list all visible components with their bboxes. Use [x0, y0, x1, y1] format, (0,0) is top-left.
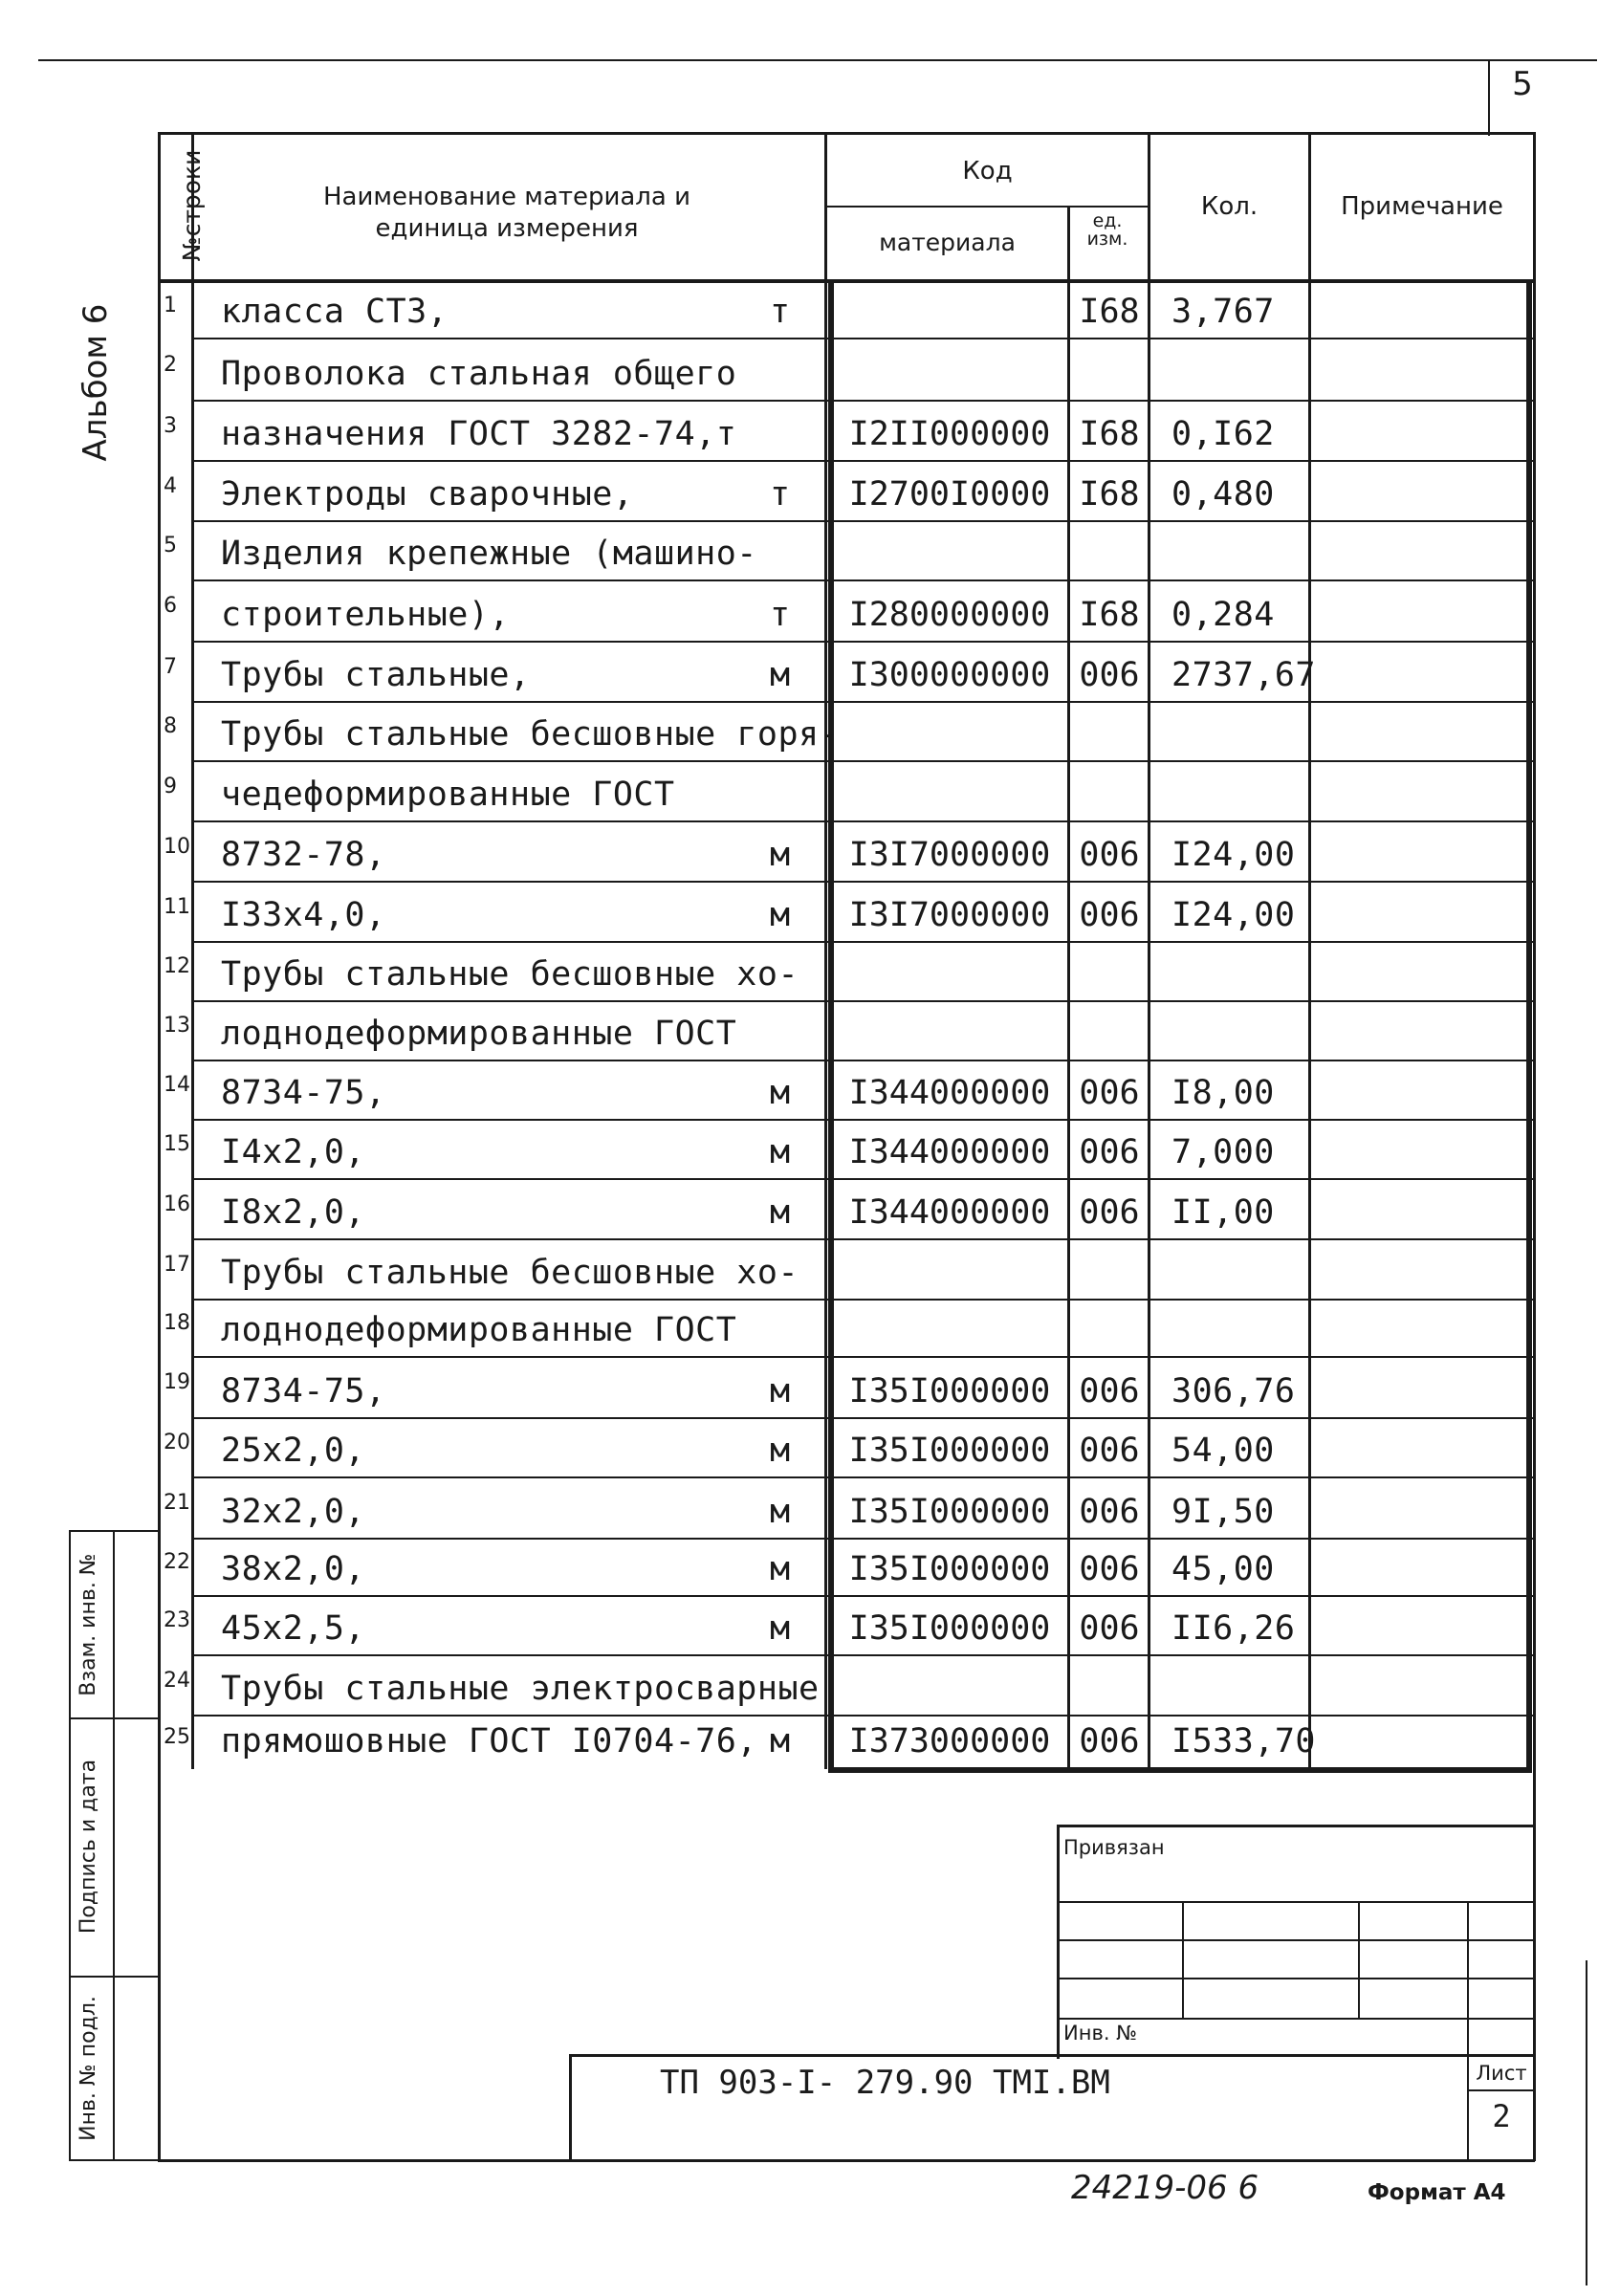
row-unit-code: 006 — [1079, 1074, 1140, 1112]
row-number: 2 — [164, 352, 177, 377]
row-number: 23 — [164, 1608, 190, 1632]
tb-row-1 — [1057, 1901, 1535, 1903]
row-name: 45х2,5, — [221, 1609, 366, 1648]
table-row — [158, 1121, 1535, 1180]
row-unit: м — [770, 656, 791, 694]
row-unit-code: I68 — [1079, 475, 1140, 514]
tb-row-2 — [1057, 1939, 1535, 1941]
row-number: 14 — [164, 1073, 190, 1097]
row-name: чедеформированные ГОСТ — [221, 776, 675, 814]
row-unit: м — [770, 1193, 791, 1232]
table-row — [158, 1180, 1535, 1240]
tb-sheet-sep — [1467, 2089, 1535, 2091]
row-material-code: I35I000000 — [848, 1609, 1051, 1648]
row-quantity: 7,000 — [1171, 1133, 1275, 1171]
table-row — [158, 1358, 1535, 1419]
row-name: лоднодеформированные ГОСТ — [221, 1311, 737, 1349]
row-quantity: 3,767 — [1171, 293, 1275, 331]
table-row — [158, 943, 1535, 1002]
row-name: класса СТ3, — [221, 293, 449, 331]
row-number: 11 — [164, 894, 190, 919]
row-unit: т — [770, 293, 791, 331]
row-quantity: I24,00 — [1171, 836, 1296, 874]
frame-bottom — [158, 2159, 1535, 2162]
row-material-code: I35I000000 — [848, 1493, 1051, 1531]
tb-row-3 — [1057, 1978, 1535, 1979]
tb-sheet-number: 2 — [1492, 2098, 1511, 2134]
header-code-material: материала — [879, 229, 1016, 256]
table-row — [158, 643, 1535, 703]
row-number: 16 — [164, 1192, 190, 1216]
tb-sheet-label: Лист — [1476, 2062, 1527, 2085]
tb-inv-no: Инв. № — [1063, 2022, 1138, 2045]
tb-doc-left — [569, 2054, 572, 2161]
row-name: 8734-75, — [221, 1372, 386, 1410]
row-name: Трубы стальные бесшовные горя- — [221, 715, 841, 754]
row-number: 9 — [164, 774, 177, 798]
stamp-inner-sep — [113, 1530, 115, 2161]
row-name: Трубы стальные электросварные — [221, 1670, 820, 1708]
stamp-outer-left — [69, 1530, 71, 2161]
row-material-code: I344000000 — [848, 1193, 1051, 1232]
row-unit: м — [770, 1074, 791, 1112]
tb-doc-code: ТП 903-I- 279.90 ТМI.ВМ — [660, 2064, 1110, 2102]
row-material-code: I3I7000000 — [848, 836, 1051, 874]
header-code-unit: ед. изм. — [1086, 210, 1128, 250]
row-name: Трубы стальные бесшовные хо- — [221, 1254, 799, 1292]
row-name: 32х2,0, — [221, 1493, 366, 1531]
row-number: 12 — [164, 954, 190, 978]
table-row — [158, 1540, 1535, 1597]
page-number-box-left — [1488, 59, 1490, 136]
row-number: 4 — [164, 473, 177, 498]
row-number: 25 — [164, 1724, 190, 1749]
table-row — [158, 1656, 1535, 1717]
table-row — [158, 1061, 1535, 1121]
row-unit-code: 006 — [1079, 1550, 1140, 1588]
table-row — [158, 1002, 1535, 1061]
row-quantity: 306,76 — [1171, 1372, 1296, 1410]
table-row — [158, 522, 1535, 581]
row-material-code: I2II000000 — [848, 415, 1051, 453]
row-number: 7 — [164, 654, 177, 679]
row-unit-code: 006 — [1079, 656, 1140, 694]
footer-format: Формат А4 — [1368, 2180, 1506, 2205]
row-number: 21 — [164, 1491, 190, 1515]
row-material-code: I373000000 — [848, 1722, 1051, 1760]
table-row — [158, 1240, 1535, 1301]
row-material-code: I300000000 — [848, 656, 1051, 694]
row-name: Трубы стальные бесшовные хо- — [221, 955, 799, 994]
header-qty: Кол. — [1200, 192, 1259, 221]
row-quantity: I24,00 — [1171, 896, 1296, 934]
header-note: Примечание — [1341, 192, 1503, 221]
table-row — [158, 339, 1535, 402]
row-name: Электроды сварочные, — [221, 475, 634, 514]
row-material-code: I280000000 — [848, 596, 1051, 634]
row-name: 8732-78, — [221, 836, 386, 874]
row-unit-code: I68 — [1079, 415, 1140, 453]
row-unit-code: 006 — [1079, 1432, 1140, 1470]
row-unit: м — [770, 896, 791, 934]
tb-row-4 — [1057, 2018, 1535, 2020]
frame-top — [158, 132, 1535, 135]
row-unit: т — [770, 596, 791, 634]
row-number: 22 — [164, 1550, 190, 1574]
row-material-code: I2700I0000 — [848, 475, 1051, 514]
row-material-code: I35I000000 — [848, 1550, 1051, 1588]
top-rule — [38, 59, 1597, 61]
row-name: 8734-75, — [221, 1074, 386, 1112]
row-number: 15 — [164, 1132, 190, 1156]
tb-col-3 — [1467, 1901, 1469, 2159]
table-row — [158, 402, 1535, 462]
row-unit: м — [770, 1432, 791, 1470]
row-unit: м — [770, 1372, 791, 1410]
row-unit: м — [770, 1133, 791, 1171]
table-row — [158, 462, 1535, 522]
row-number: 19 — [164, 1370, 190, 1394]
row-unit-code: 006 — [1079, 1493, 1140, 1531]
row-name: назначения ГОСТ 3282-74,т — [221, 415, 737, 453]
table-row — [158, 703, 1535, 762]
row-unit-code: 006 — [1079, 1193, 1140, 1232]
header-code: Код — [962, 157, 1013, 186]
row-quantity: 2737,67 — [1171, 656, 1317, 694]
stamp-vzam-inv: Взам. инв. № — [77, 1553, 100, 1696]
table-row — [158, 1301, 1535, 1358]
table-row — [158, 1597, 1535, 1656]
row-number: 20 — [164, 1431, 190, 1454]
row-unit-code: 006 — [1079, 1372, 1140, 1410]
table-row — [158, 883, 1535, 943]
table-row — [158, 283, 1535, 339]
row-material-code: I344000000 — [848, 1074, 1051, 1112]
row-number: 5 — [164, 534, 177, 558]
row-name: I33х4,0, — [221, 896, 386, 934]
row-unit-code: 006 — [1079, 1722, 1140, 1760]
header-name: Наименование материала и единица измерения — [322, 183, 691, 243]
row-name: строительные), — [221, 596, 511, 634]
row-material-code: I35I000000 — [848, 1432, 1051, 1470]
row-quantity: 0,I62 — [1171, 415, 1275, 453]
tb-privyazan: Привязан — [1063, 1836, 1165, 1859]
row-material-code: I3I7000000 — [848, 896, 1051, 934]
row-name: прямошовные ГОСТ I0704-76, — [221, 1722, 757, 1760]
row-name: 25х2,0, — [221, 1432, 366, 1470]
row-quantity: 9I,50 — [1171, 1493, 1275, 1531]
row-unit-code: 006 — [1079, 1133, 1140, 1171]
row-unit: м — [770, 1609, 791, 1648]
row-material-code: I344000000 — [848, 1133, 1051, 1171]
row-unit: м — [770, 1550, 791, 1588]
row-unit-code: 006 — [1079, 836, 1140, 874]
row-name: лоднодеформированные ГОСТ — [221, 1015, 737, 1053]
row-unit-code: 006 — [1079, 896, 1140, 934]
row-unit-code: I68 — [1079, 596, 1140, 634]
row-number: 24 — [164, 1668, 190, 1693]
row-name: Трубы стальные, — [221, 656, 531, 694]
table-row — [158, 762, 1535, 822]
row-unit: т — [770, 475, 791, 514]
table-row — [158, 581, 1535, 643]
right-margin-rule — [1586, 1960, 1587, 2285]
row-quantity: II,00 — [1171, 1193, 1275, 1232]
row-name: 38х2,0, — [221, 1550, 366, 1588]
album-label: Альбом 6 — [77, 303, 115, 462]
tb-left — [1057, 1825, 1060, 2059]
row-material-code: I35I000000 — [848, 1372, 1051, 1410]
stamp-podpis-data: Подпись и дата — [77, 1759, 100, 1935]
row-name: Изделия крепежные (машино- — [221, 535, 757, 573]
row-quantity: 0,480 — [1171, 475, 1275, 514]
row-number: 8 — [164, 714, 177, 738]
table-row — [158, 1717, 1535, 1769]
row-number: 6 — [164, 594, 177, 618]
row-quantity: 54,00 — [1171, 1432, 1275, 1470]
tb-col-2 — [1358, 1901, 1360, 2018]
stamp-inv-podl: Инв. № подл. — [77, 1996, 100, 2141]
row-number: 17 — [164, 1252, 190, 1277]
row-unit: м — [770, 836, 791, 874]
row-number: 3 — [164, 413, 177, 438]
row-quantity: I533,70 — [1171, 1722, 1317, 1760]
row-quantity: II6,26 — [1171, 1609, 1296, 1648]
row-unit: м — [770, 1722, 791, 1760]
table-row — [158, 822, 1535, 883]
row-name: I8х2,0, — [221, 1193, 366, 1232]
header-row-number: №строки — [178, 149, 206, 262]
table-row — [158, 1478, 1535, 1540]
row-number: 13 — [164, 1014, 190, 1038]
row-number: 18 — [164, 1311, 190, 1335]
footer-handwritten-code: 24219-06 6 — [1071, 2169, 1259, 2207]
table-row — [158, 1419, 1535, 1478]
row-name: I4х2,0, — [221, 1133, 366, 1171]
row-quantity: I8,00 — [1171, 1074, 1275, 1112]
tb-top — [1057, 1825, 1535, 1827]
row-quantity: 45,00 — [1171, 1550, 1275, 1588]
row-number: 10 — [164, 834, 190, 859]
row-unit: м — [770, 1493, 791, 1531]
tb-col-1 — [1182, 1901, 1184, 2018]
row-unit-code: I68 — [1079, 293, 1140, 331]
page-number: 5 — [1512, 65, 1533, 103]
tb-doc-top — [569, 2054, 1535, 2057]
row-name: Проволока стальная общего — [221, 355, 737, 393]
row-unit-code: 006 — [1079, 1609, 1140, 1648]
code-subheader-line — [827, 206, 1148, 208]
row-number: 1 — [164, 293, 177, 317]
row-quantity: 0,284 — [1171, 596, 1275, 634]
